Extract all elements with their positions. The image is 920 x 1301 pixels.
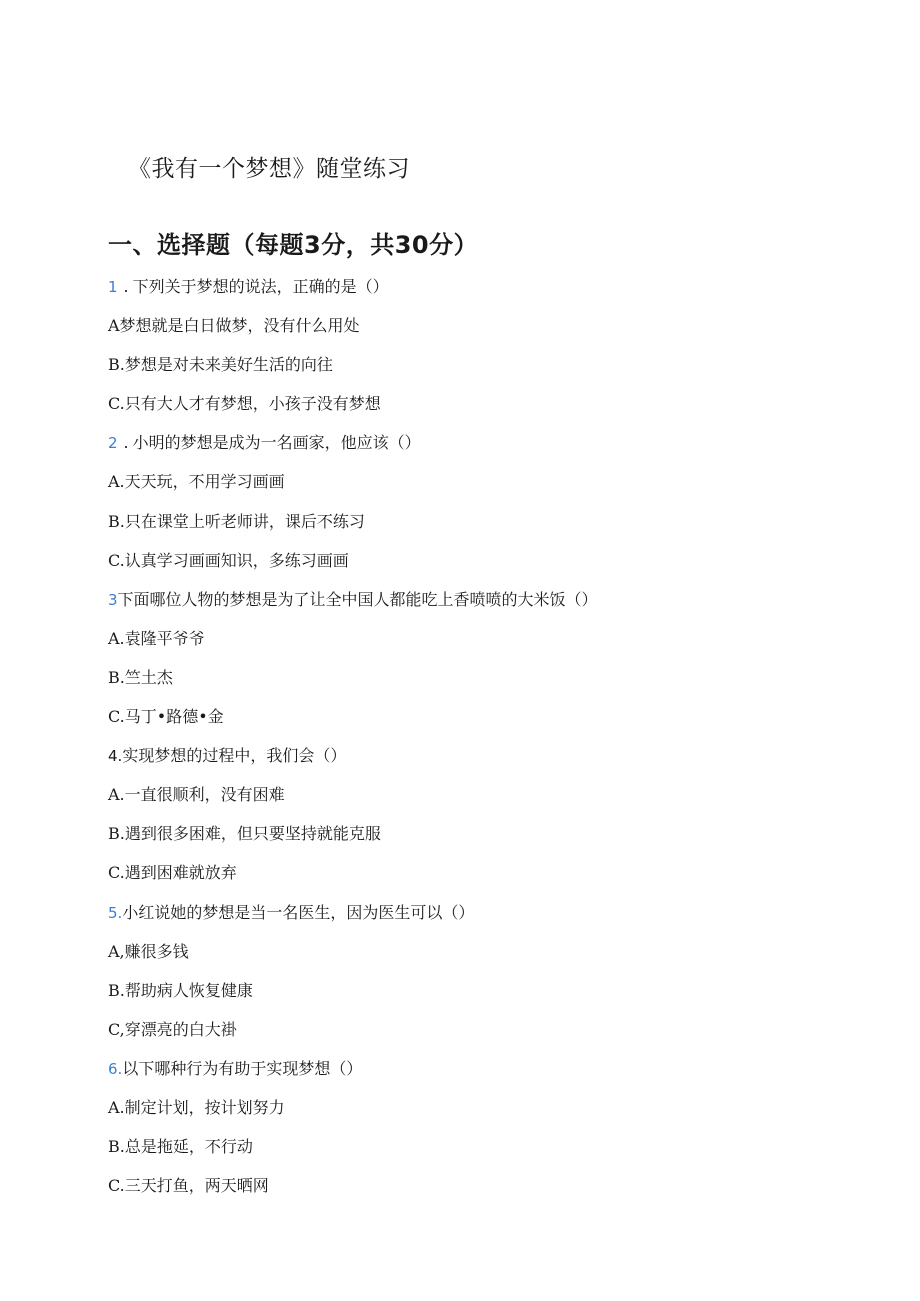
option-b: B.帮助病人恢复健康 [108,980,253,1000]
question-number: 4. [108,747,123,766]
question-stem [108,273,868,312]
question-stem [108,742,868,781]
question-5 [108,899,868,1055]
question-number: 3 [108,590,118,609]
question-text: 小红说她的梦想是当一名医生，因为医生可以（） [122,902,475,922]
option-a: A梦想就是白日做梦，没有什么用处 [108,316,360,336]
question-3 [108,586,868,742]
question-6 [108,1055,868,1211]
option-a: A,赚很多钱 [108,941,189,961]
question-stem [108,429,868,468]
question-text: 下列关于梦想的说法，正确的是（） [132,277,389,296]
question-text: 实现梦想的过程中，我们会（） [122,746,347,766]
option-a: A.制定计划，按计划努力 [108,1097,285,1117]
document-title: 《我有一个梦想》随堂练习 [128,156,410,182]
question-number: 5. [108,903,123,922]
option-b: B.竺土杰 [108,667,173,687]
option-c: C.遇到困难就放弃 [108,863,237,883]
question-number: 1 [108,278,118,296]
question-number: 2 [108,434,118,453]
option-b: B.只在课堂上听老师讲，课后不练习 [108,511,365,531]
option-b: B.梦想是对未来美好生活的向往 [108,355,333,375]
question-separator: . [123,277,129,296]
question-text: 小明的梦想是成为一名画家，他应该（） [132,433,421,453]
question-stem [108,586,868,625]
question-separator: . [123,433,129,453]
question-text: 下面哪位人物的梦想是为了让全中国人都能吃上香喷喷的大米饭（） [117,589,598,609]
question-2 [108,429,868,585]
question-stem [108,1055,868,1094]
question-number: 6. [108,1059,123,1078]
question-4 [108,742,868,898]
option-c: C.马丁•路德•金 [108,707,224,727]
section-heading: 一、选择题（每题3分，共30分） [108,231,479,259]
option-c: C.只有大人才有梦想，小孩子没有梦想 [108,394,381,414]
option-a: A.一直很顺利，没有困难 [108,785,285,805]
option-a: A.天天玩，不用学习画画 [108,472,285,492]
question-stem [108,899,868,938]
option-b: B.总是拖延，不行动 [108,1137,253,1157]
option-b: B.遇到很多困难，但只要坚持就能克服 [108,824,381,844]
option-c: C.三天打鱼，两天晒网 [108,1176,269,1196]
option-c: C,穿漂亮的白大褂 [108,1019,237,1039]
question-list [108,273,868,1211]
question-1 [108,273,868,429]
option-a: A.袁隆平爷爷 [108,628,205,648]
option-c: C.认真学习画画知识，多练习画画 [108,550,349,570]
question-text: 以下哪种行为有助于实现梦想（） [122,1058,363,1078]
